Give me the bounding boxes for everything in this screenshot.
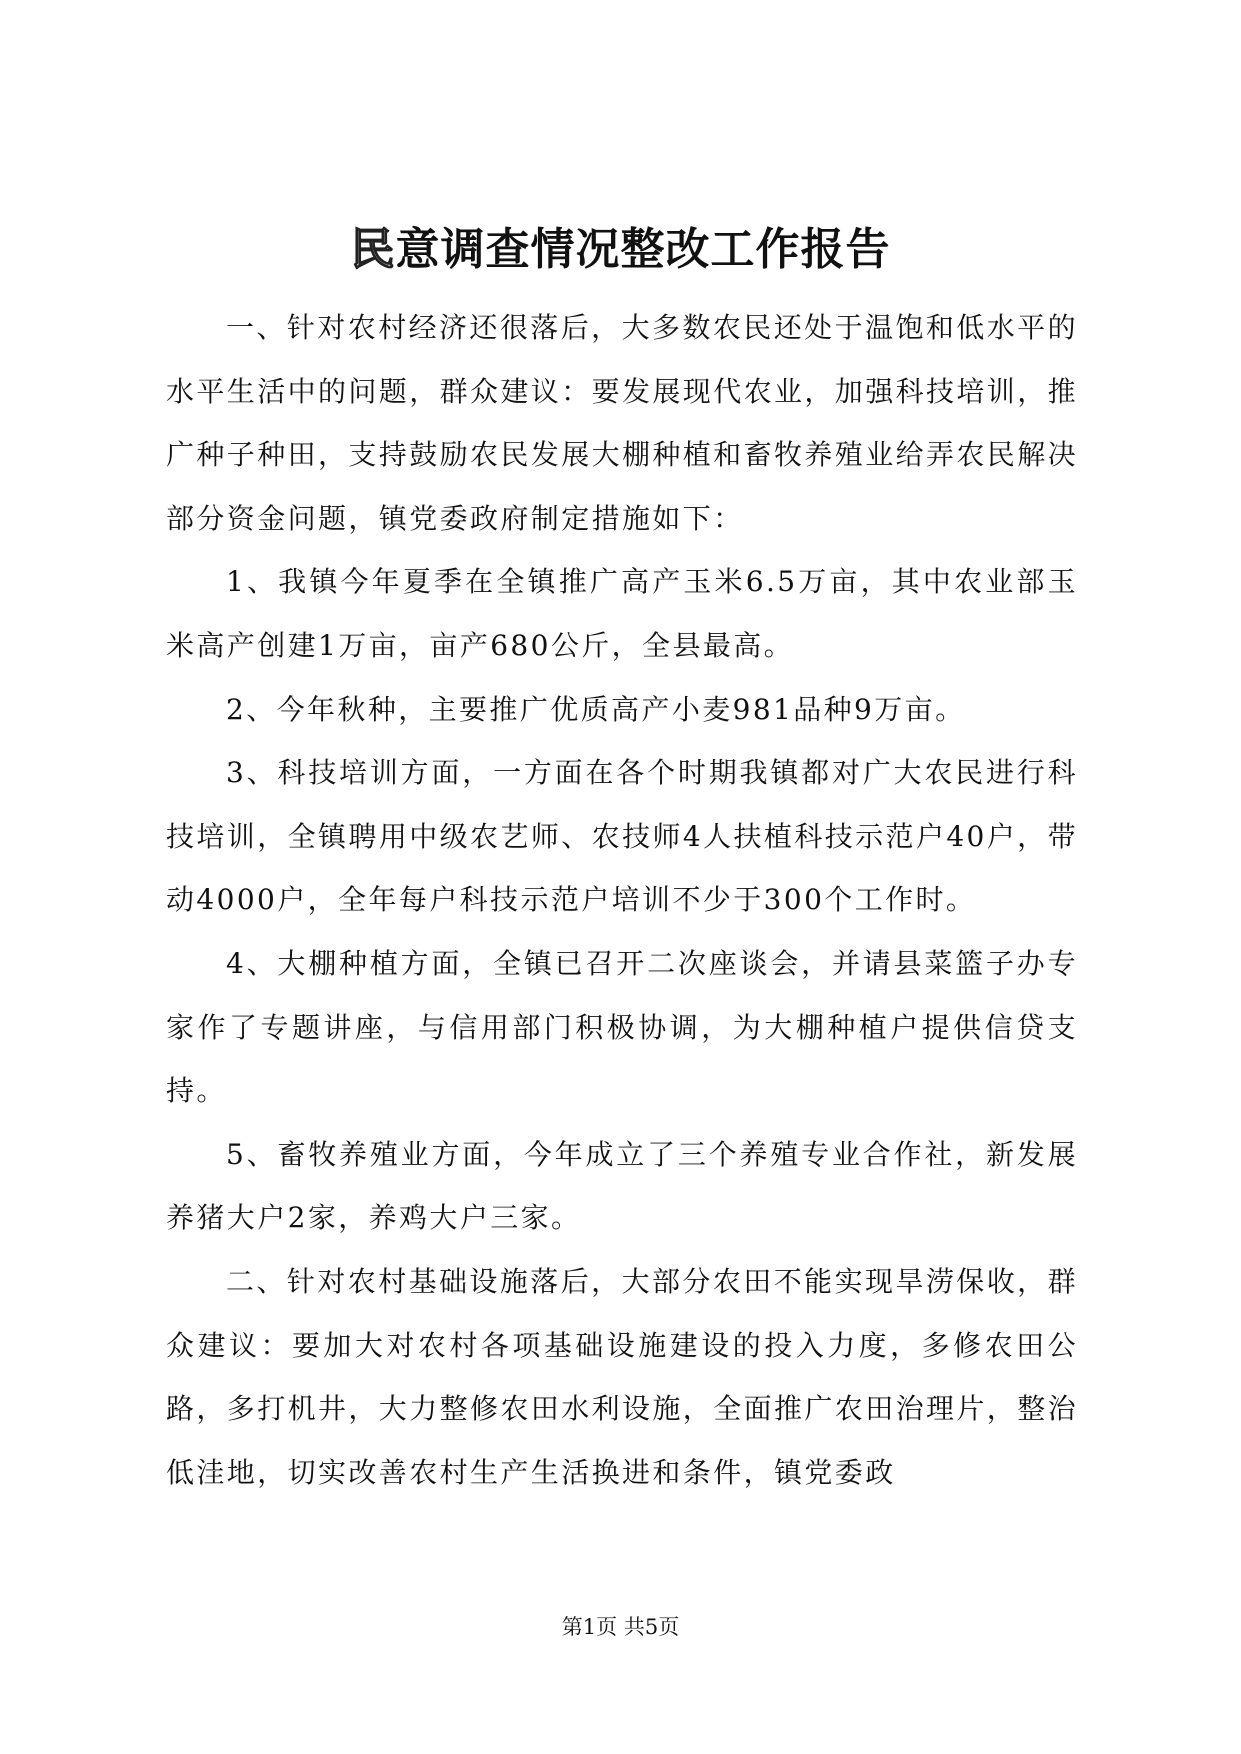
paragraph-section-2: 二、针对农村基础设施落后，大部分农田不能实现旱涝保收，群众建议：要加大对农村各项基础设施建设的投入力度，多修农田公路，多打机井，大力整修农田水利设施，全面推广农田治理片，整治低洼地，切实改善农村生产生活换进和条件，镇党委政 bbox=[166, 1264, 1079, 1489]
paragraph-item-3: 3、科技培训方面，一方面在各个时期我镇都对广大农民进行科技培训，全镇聘用中级农艺师、农技师4人扶植科技示范户40户，带动4000户，全年每户科技示范户培训不少于300个工作时。 bbox=[166, 756, 1078, 917]
title-text: 意调查情况整改工作报告 bbox=[395, 224, 891, 275]
paragraph-item-2: 2、今年秋种，主要推广优质高产小麦981品种9万亩。 bbox=[226, 692, 966, 726]
document-title bbox=[0, 222, 1241, 278]
paragraph-item-5: 5、畜牧养殖业方面，今年成立了三个养殖专业合作社，新发展养猪大户2家，养鸡大户三家。 bbox=[166, 1137, 1078, 1235]
document-body bbox=[166, 296, 1078, 1504]
paragraph-section-1: 一、针对农村经济还很落后，大多数农民还处于温饱和低水平的水平生活中的问题，群众建议：要发展现代农业，加强科技培训，推广种子种田，支持鼓励农民发展大棚种植和畜牧养殖业给弄农民解决部分资金问题，镇党委政府制定措施如下： bbox=[166, 311, 1079, 535]
page-footer: 第1页 共5页 bbox=[561, 1615, 680, 1639]
title-first-char: 民 bbox=[350, 224, 396, 275]
paragraph-item-4: 4、大棚种植方面，全镇已召开二次座谈会，并请县菜篮子办专家作了专题讲座，与信用部门积极协调，为大棚种植户提供信贷支持。 bbox=[166, 946, 1078, 1108]
paragraph-item-1: 1、我镇今年夏季在全镇推广高产玉米6.5万亩，其中农业部玉米高产创建1万亩，亩产680公斤，全县最高。 bbox=[166, 565, 1078, 662]
